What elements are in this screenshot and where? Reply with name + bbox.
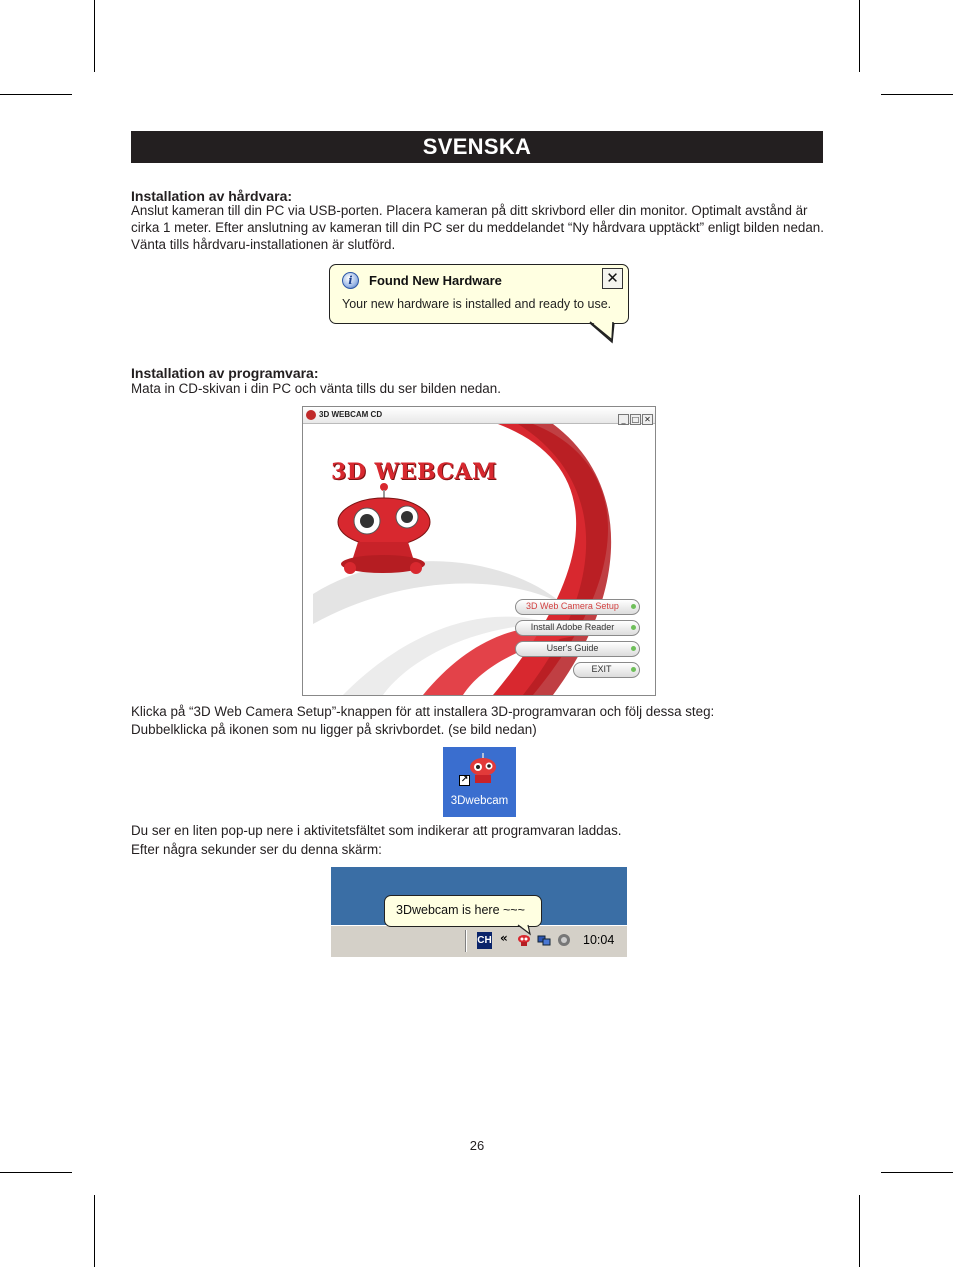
section-banner: SVENSKA: [131, 131, 823, 163]
desktop-icon-label: 3Dwebcam: [450, 795, 509, 807]
crop-mark: [0, 1172, 72, 1173]
instruction-line-2: Dubbelklicka på ikonen som nu ligger på skrivbordet. (se bild nedan): [131, 722, 537, 737]
maximize-button[interactable]: □: [631, 415, 640, 424]
window-body: [303, 424, 655, 695]
language-indicator[interactable]: CH: [477, 932, 492, 949]
crop-mark: [94, 1195, 95, 1267]
window-titlebar: [303, 407, 655, 424]
close-button[interactable]: ✕: [642, 414, 653, 425]
found-hardware-popup: [329, 264, 629, 324]
show-hidden-icons-chevron[interactable]: «: [500, 931, 508, 945]
software-heading: Installation av programvara:: [131, 365, 319, 381]
webcam-robot-icon: [443, 747, 516, 795]
crop-mark: [94, 0, 95, 72]
clock[interactable]: 10:04: [583, 933, 615, 947]
page-number: 26: [469, 1138, 485, 1153]
install-adobe-button[interactable]: Install Adobe Reader: [515, 620, 640, 636]
hardware-heading: Installation av hårdvara:: [131, 188, 293, 204]
app-icon: [306, 410, 316, 420]
crop-mark: [881, 94, 953, 95]
window-title: 3D WEBCAM CD: [319, 410, 383, 419]
crop-mark: [859, 1195, 860, 1267]
users-guide-button[interactable]: User's Guide: [515, 641, 640, 657]
network-icon[interactable]: [537, 933, 551, 947]
balloon-tail-fill: [329, 320, 629, 342]
webcam-cd-window: [302, 406, 656, 696]
instruction-line-1: Klicka på “3D Web Camera Setup”-knappen för att installera 3D-programvaran och följ dessa steg:: [131, 704, 715, 719]
taskbar-separator: [465, 930, 467, 952]
taskbar-line-2: Efter några sekunder ser du denna skärm:: [131, 842, 382, 857]
popup-title: Found New Hardware: [369, 273, 502, 288]
setup-button[interactable]: 3D Web Camera Setup: [515, 599, 640, 615]
info-icon: i: [342, 272, 359, 289]
webcam-tray-icon[interactable]: [517, 933, 531, 947]
popup-message: Your new hardware is installed and ready to use.: [342, 297, 612, 311]
hardware-body: Anslut kameran till din PC via USB-porten. Placera kameran på ditt skrivbord eller din monitor. Optimalt avstånd är cirka 1 meter. Efter anslutning av kameran till din PC ser du meddelandet “Ny hårdvara upptäckt” enligt bilden nedan. Vänta tills hårdvaru-installationen är slutförd.: [131, 203, 824, 252]
taskbar-line-1: Du ser en liten pop-up nere i aktivitetsfältet som indikerar att programvaran laddas.: [131, 823, 622, 838]
volume-icon[interactable]: [557, 933, 571, 947]
crop-mark: [881, 1172, 953, 1173]
taskbar-tray-screenshot: [331, 867, 627, 957]
exit-button[interactable]: EXIT: [573, 662, 640, 678]
webcam-logo: 3D WEBCAM: [331, 459, 497, 485]
shortcut-arrow-icon: ↗: [460, 775, 469, 785]
minimize-button[interactable]: _: [618, 414, 629, 425]
software-body: Mata in CD-skivan i din PC och vänta tills du ser bilden nedan.: [131, 381, 501, 396]
tray-balloon: 3Dwebcam is here ~~~: [384, 895, 542, 927]
close-icon[interactable]: ✕: [602, 268, 623, 289]
crop-mark: [0, 94, 72, 95]
crop-mark: [859, 0, 860, 72]
desktop-icon-3dwebcam[interactable]: [443, 747, 516, 817]
